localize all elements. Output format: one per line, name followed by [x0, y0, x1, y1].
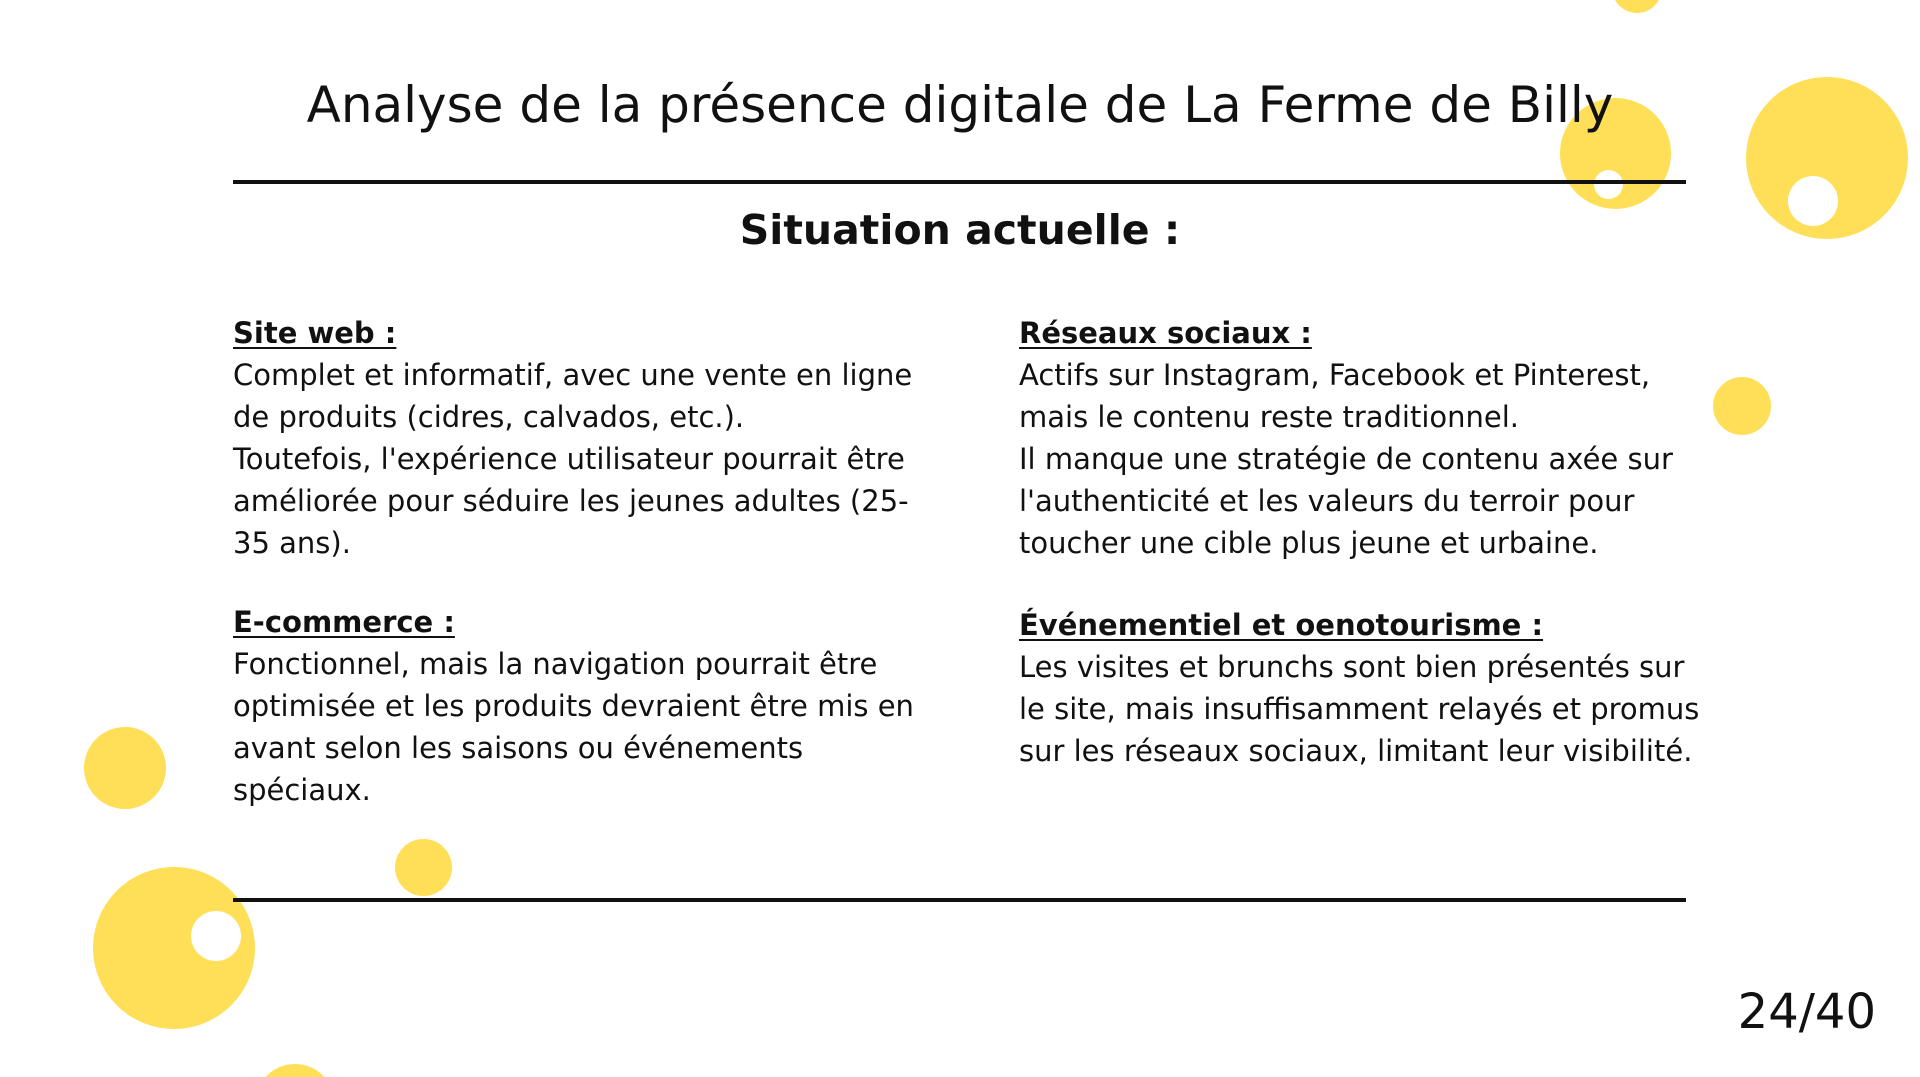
decorative-circle-top-small	[1612, 0, 1662, 13]
section-body: Actifs sur Instagram, Facebook et Pinterest, mais le contenu reste traditionnel. Il manque une stratégie de contenu axée sur l'authenticité et les valeurs du terroir pour toucher une cible plus jeune et urbaine.	[1019, 358, 1673, 560]
section-heading: Site web :	[233, 316, 397, 350]
decorative-circle-hole	[1594, 170, 1623, 199]
decorative-circle-right-small	[1713, 377, 1771, 435]
decorative-circle-hole	[1788, 176, 1838, 226]
section-body: Complet et informatif, avec une vente en ligne de produits (cidres, calvados, etc.). Toutefois, l'expérience utilisateur pourrait être améliorée pour séduire les jeunes adultes (25- 35 ans).	[233, 358, 913, 560]
section-evenementiel	[1019, 604, 1749, 772]
section-heading: Réseaux sociaux :	[1019, 316, 1312, 350]
decorative-circle-hole	[191, 911, 241, 961]
section-heading: E-commerce :	[233, 605, 455, 639]
decorative-circle-bottom-partial	[255, 1064, 335, 1077]
bottom-divider	[233, 898, 1686, 902]
section-subtitle: Situation actuelle :	[739, 206, 1181, 254]
section-body: Fonctionnel, mais la navigation pourrait être optimisée et les produits devraient être mis en avant selon les saisons ou événements spéciaux.	[233, 647, 914, 807]
slide-title: Analyse de la présence digitale de La Ferme de Billy	[306, 76, 1614, 134]
section-body: Les visites et brunchs sont bien présentés sur le site, mais insuffisamment relayés et promus sur les réseaux sociaux, limitant leur visibilité.	[1019, 650, 1700, 768]
decorative-circle-left-small	[395, 839, 452, 896]
page-number: 24/40	[1737, 984, 1876, 1040]
section-heading: Événementiel et oenotourisme :	[1019, 608, 1544, 642]
section-site-web	[233, 312, 933, 564]
top-divider	[233, 180, 1686, 184]
section-reseaux-sociaux	[1019, 312, 1719, 564]
decorative-circle-left-medium	[84, 727, 166, 809]
section-ecommerce	[233, 601, 933, 811]
